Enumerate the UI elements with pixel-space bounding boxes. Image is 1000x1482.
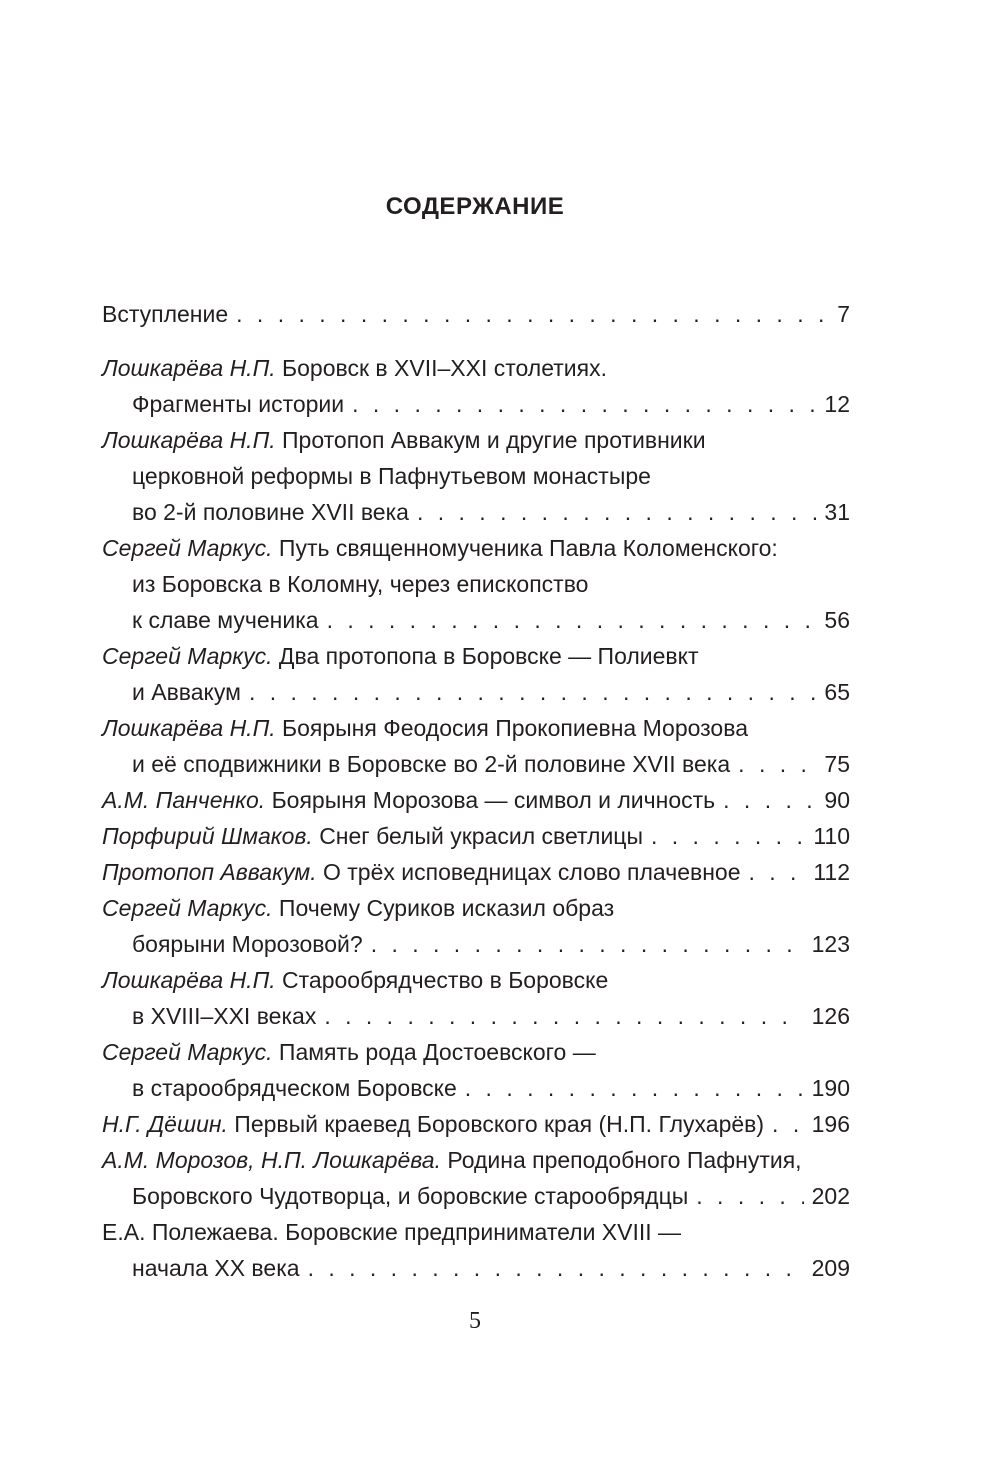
toc-author: Сергей Маркус. xyxy=(102,895,273,921)
toc-title-text: Два протопопа в Боровске — Полиевкт xyxy=(278,643,699,669)
toc-line xyxy=(102,458,850,494)
toc-title-text: Родина преподобного Пафнутия, xyxy=(447,1147,802,1173)
toc-line xyxy=(102,710,850,746)
toc-page-number: 56 xyxy=(824,607,850,633)
toc-title-text: Первый краевед Боровского края (Н.П. Глухарёв) xyxy=(234,1111,765,1137)
toc-entry[interactable] xyxy=(102,818,850,854)
toc-author: А.М. Морозов, Н.П. Лошкарёва. xyxy=(102,1147,441,1173)
toc-entry[interactable] xyxy=(102,782,850,818)
toc-title-text: и её сподвижники в Боровске во 2-й половине XVII века xyxy=(132,751,731,777)
toc-line xyxy=(102,1034,850,1070)
toc-title-text: Память рода Достоевского — xyxy=(278,1039,596,1065)
toc-page-number: 75 xyxy=(824,751,850,777)
toc-title-text: Боровского Чудотворца, и боровские старообрядцы xyxy=(132,1183,689,1209)
dot-leader xyxy=(352,386,816,422)
toc-author: Протопоп Аввакум. xyxy=(102,859,317,885)
toc-entry[interactable] xyxy=(102,1034,850,1106)
table-of-contents xyxy=(102,296,850,1286)
toc-page-number: 110 xyxy=(813,823,850,849)
toc-author: Сергей Маркус. xyxy=(102,535,273,561)
dot-leader xyxy=(749,854,806,890)
toc-line xyxy=(102,962,850,998)
toc-entry[interactable] xyxy=(102,1106,850,1142)
toc-title-text: О трёх исповедницах слово плачевное xyxy=(322,859,741,885)
toc-author: А.М. Панченко. xyxy=(102,787,266,813)
toc-line xyxy=(102,602,850,638)
toc-page-number: 31 xyxy=(824,499,850,525)
toc-page-number: 190 xyxy=(811,1075,850,1101)
toc-line xyxy=(102,1106,850,1142)
toc-author: Н.Г. Дёшин. xyxy=(102,1111,228,1137)
toc-line xyxy=(102,854,850,890)
toc-page-number: 12 xyxy=(824,391,850,417)
dot-leader xyxy=(651,818,805,854)
toc-entry[interactable] xyxy=(102,1214,850,1286)
toc-line xyxy=(102,386,850,422)
toc-line xyxy=(102,1250,850,1286)
dot-leader xyxy=(327,602,817,638)
toc-title-text: из Боровска в Коломну, через епископство xyxy=(132,571,589,597)
dot-leader xyxy=(465,1070,804,1106)
toc-entry[interactable] xyxy=(102,422,850,530)
dot-leader xyxy=(236,296,829,332)
dot-leader xyxy=(371,926,804,962)
dot-leader xyxy=(249,674,816,710)
toc-author: Порфирий Шмаков. xyxy=(102,823,313,849)
toc-entry[interactable] xyxy=(102,854,850,890)
toc-title-text: Боровск в XVII–XXI столетиях. xyxy=(282,355,607,381)
toc-title-text: Фрагменты истории xyxy=(132,391,345,417)
toc-line xyxy=(102,566,850,602)
toc-author: Лошкарёва Н.П. xyxy=(102,715,276,741)
toc-author: Лошкарёва Н.П. xyxy=(102,967,276,993)
dot-leader xyxy=(696,1178,803,1214)
toc-line xyxy=(102,890,850,926)
toc-title-text: Почему Суриков исказил образ xyxy=(278,895,615,921)
toc-author: Лошкарёва Н.П. xyxy=(102,427,276,453)
toc-line xyxy=(102,926,850,962)
toc-title-text: начала XX века xyxy=(132,1255,300,1281)
toc-entry[interactable] xyxy=(102,962,850,1034)
toc-title-text: Снег белый украсил светлицы xyxy=(319,823,643,849)
toc-title-text: Путь священномученика Павла Коломенского: xyxy=(278,535,778,561)
toc-line xyxy=(102,674,850,710)
contents-title: СОДЕРЖАНИЕ xyxy=(385,193,565,220)
toc-line xyxy=(102,350,850,386)
toc-page-number: 123 xyxy=(811,931,850,957)
toc-title-text: церковной реформы в Пафнутьевом монастыре xyxy=(132,463,651,489)
toc-line xyxy=(102,422,850,458)
toc-page-number: 112 xyxy=(813,859,850,885)
toc-entry[interactable] xyxy=(102,350,850,422)
toc-author: Сергей Маркус. xyxy=(102,1039,273,1065)
dot-leader xyxy=(417,494,816,530)
page-number: 5 xyxy=(469,1308,481,1334)
toc-entry[interactable] xyxy=(102,710,850,782)
toc-page-number: 196 xyxy=(811,1111,850,1137)
toc-line xyxy=(102,1214,850,1250)
toc-page-number: 65 xyxy=(824,679,850,705)
toc-page-number: 202 xyxy=(811,1183,850,1209)
toc-title-text: Протопоп Аввакум и другие противники xyxy=(282,427,706,453)
toc-title-text: боярыни Морозовой? xyxy=(132,931,363,957)
dot-leader xyxy=(738,746,816,782)
toc-line xyxy=(102,998,850,1034)
toc-title-text: в XVIII–XXI веках xyxy=(132,1003,317,1029)
toc-line xyxy=(102,1178,850,1214)
toc-page-number: 90 xyxy=(824,787,850,813)
toc-title-text: к славе мученика xyxy=(132,607,319,633)
toc-line xyxy=(102,296,850,332)
toc-line xyxy=(102,638,850,674)
toc-line xyxy=(102,1070,850,1106)
toc-entry[interactable] xyxy=(102,296,850,332)
toc-line xyxy=(102,530,850,566)
toc-line xyxy=(102,1142,850,1178)
toc-author: Лошкарёва Н.П. xyxy=(102,355,276,381)
dot-leader xyxy=(723,782,816,818)
dot-leader xyxy=(772,1106,804,1142)
toc-entry[interactable] xyxy=(102,638,850,710)
toc-title-text: Е.А. Полежаева. Боровские предприниматели XVIII — xyxy=(102,1219,682,1245)
toc-line xyxy=(102,494,850,530)
toc-line xyxy=(102,782,850,818)
toc-author: Сергей Маркус. xyxy=(102,643,273,669)
toc-line xyxy=(102,746,850,782)
toc-title-text: Старообрядчество в Боровске xyxy=(282,967,609,993)
toc-page-number: 126 xyxy=(811,1003,850,1029)
toc-title-text: Вступление xyxy=(102,301,229,327)
toc-title-text: и Аввакум xyxy=(132,679,241,705)
dot-leader xyxy=(308,1250,804,1286)
toc-title-text: Боярыня Морозова — символ и личность xyxy=(271,787,716,813)
dot-leader xyxy=(324,998,803,1034)
toc-entry[interactable] xyxy=(102,890,850,962)
toc-line xyxy=(102,818,850,854)
toc-entry[interactable] xyxy=(102,1142,850,1214)
toc-title-text: Боярыня Феодосия Прокопиевна Морозова xyxy=(282,715,748,741)
toc-page-number: 7 xyxy=(837,301,850,327)
toc-entry[interactable] xyxy=(102,530,850,638)
toc-page-number: 209 xyxy=(811,1255,850,1281)
toc-title-text: во 2-й половине XVII века xyxy=(132,499,409,525)
toc-title-text: в старообрядческом Боровске xyxy=(132,1075,457,1101)
